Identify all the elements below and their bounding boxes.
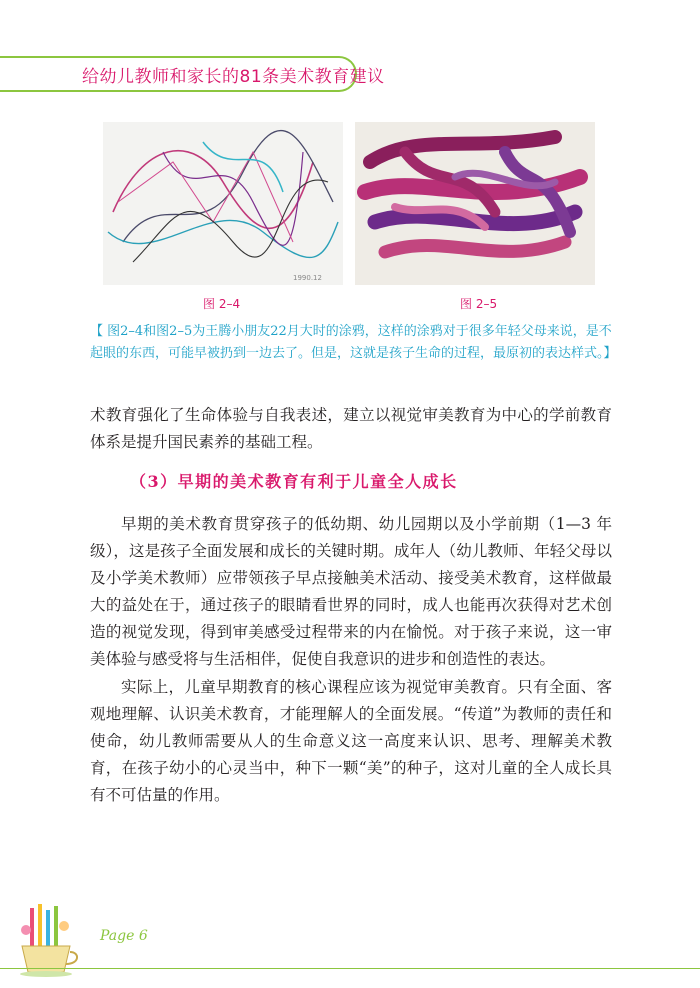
paragraph-intro: 术教育强化了生命体验与自我表述，建立以视觉审美教育为中心的学前教育体系是提升国民素养的基础工程。 <box>90 406 612 451</box>
figure-2-4-caption: 图 2–4 <box>203 297 241 311</box>
figure-date-marker: 1990.12 <box>293 274 322 282</box>
figure-2-5-caption: 图 2–5 <box>460 297 498 311</box>
page-number: Page 6 <box>100 928 148 944</box>
section-heading: （3）早期的美术教育有利于儿童全人成长 <box>130 472 458 491</box>
paragraph-early-education: 早期的美术教育贯穿孩子的低幼期、幼儿园期以及小学前期（1—3 年级），这是孩子全面发展和成长的关键时期。成年人（幼儿教师、年轻父母以及小学美术教师）应带领孩子早点接触美术活动、接受美术教育，这样做最大的益处在于，通过孩子的眼睛看世界的同时，成人也能再次获得对艺术创造的视觉发现，得到审美感受过程带来的内在愉悦。对于孩子来说，这一审美体验与感受将与生活相伴，促使自我意识的进步和创造性的表达。 <box>90 515 612 668</box>
footer-divider <box>0 968 700 969</box>
figure-2-5-painting-photo <box>355 122 595 285</box>
figure-2-4-scribble-photo <box>103 122 343 285</box>
book-title: 给幼儿教师和家长的81条美术教育建议 <box>82 67 385 87</box>
paragraph-core-curriculum: 实际上，儿童早期教育的核心课程应该为视觉审美教育。只有全面、客观地理解、认识美术教育，才能理解人的全面发展。“传道”为教师的责任和使命，幼儿教师需要从人的生命意义这一高度来认识、思考、理解美术教育，在孩子幼小的心灵当中，种下一颗“美”的种子，这对儿童的全人成长具有不可估量的作用。 <box>90 678 612 804</box>
figure-note: 【 图2–4和图2–5为王腾小朋友22月大时的涂鸦，这样的涂鸦对于很多年轻父母来说，是不起眼的东西，可能早被扔到一边去了。但是，这就是孩子生命的过程，最原初的表达样式。】 <box>90 324 617 361</box>
